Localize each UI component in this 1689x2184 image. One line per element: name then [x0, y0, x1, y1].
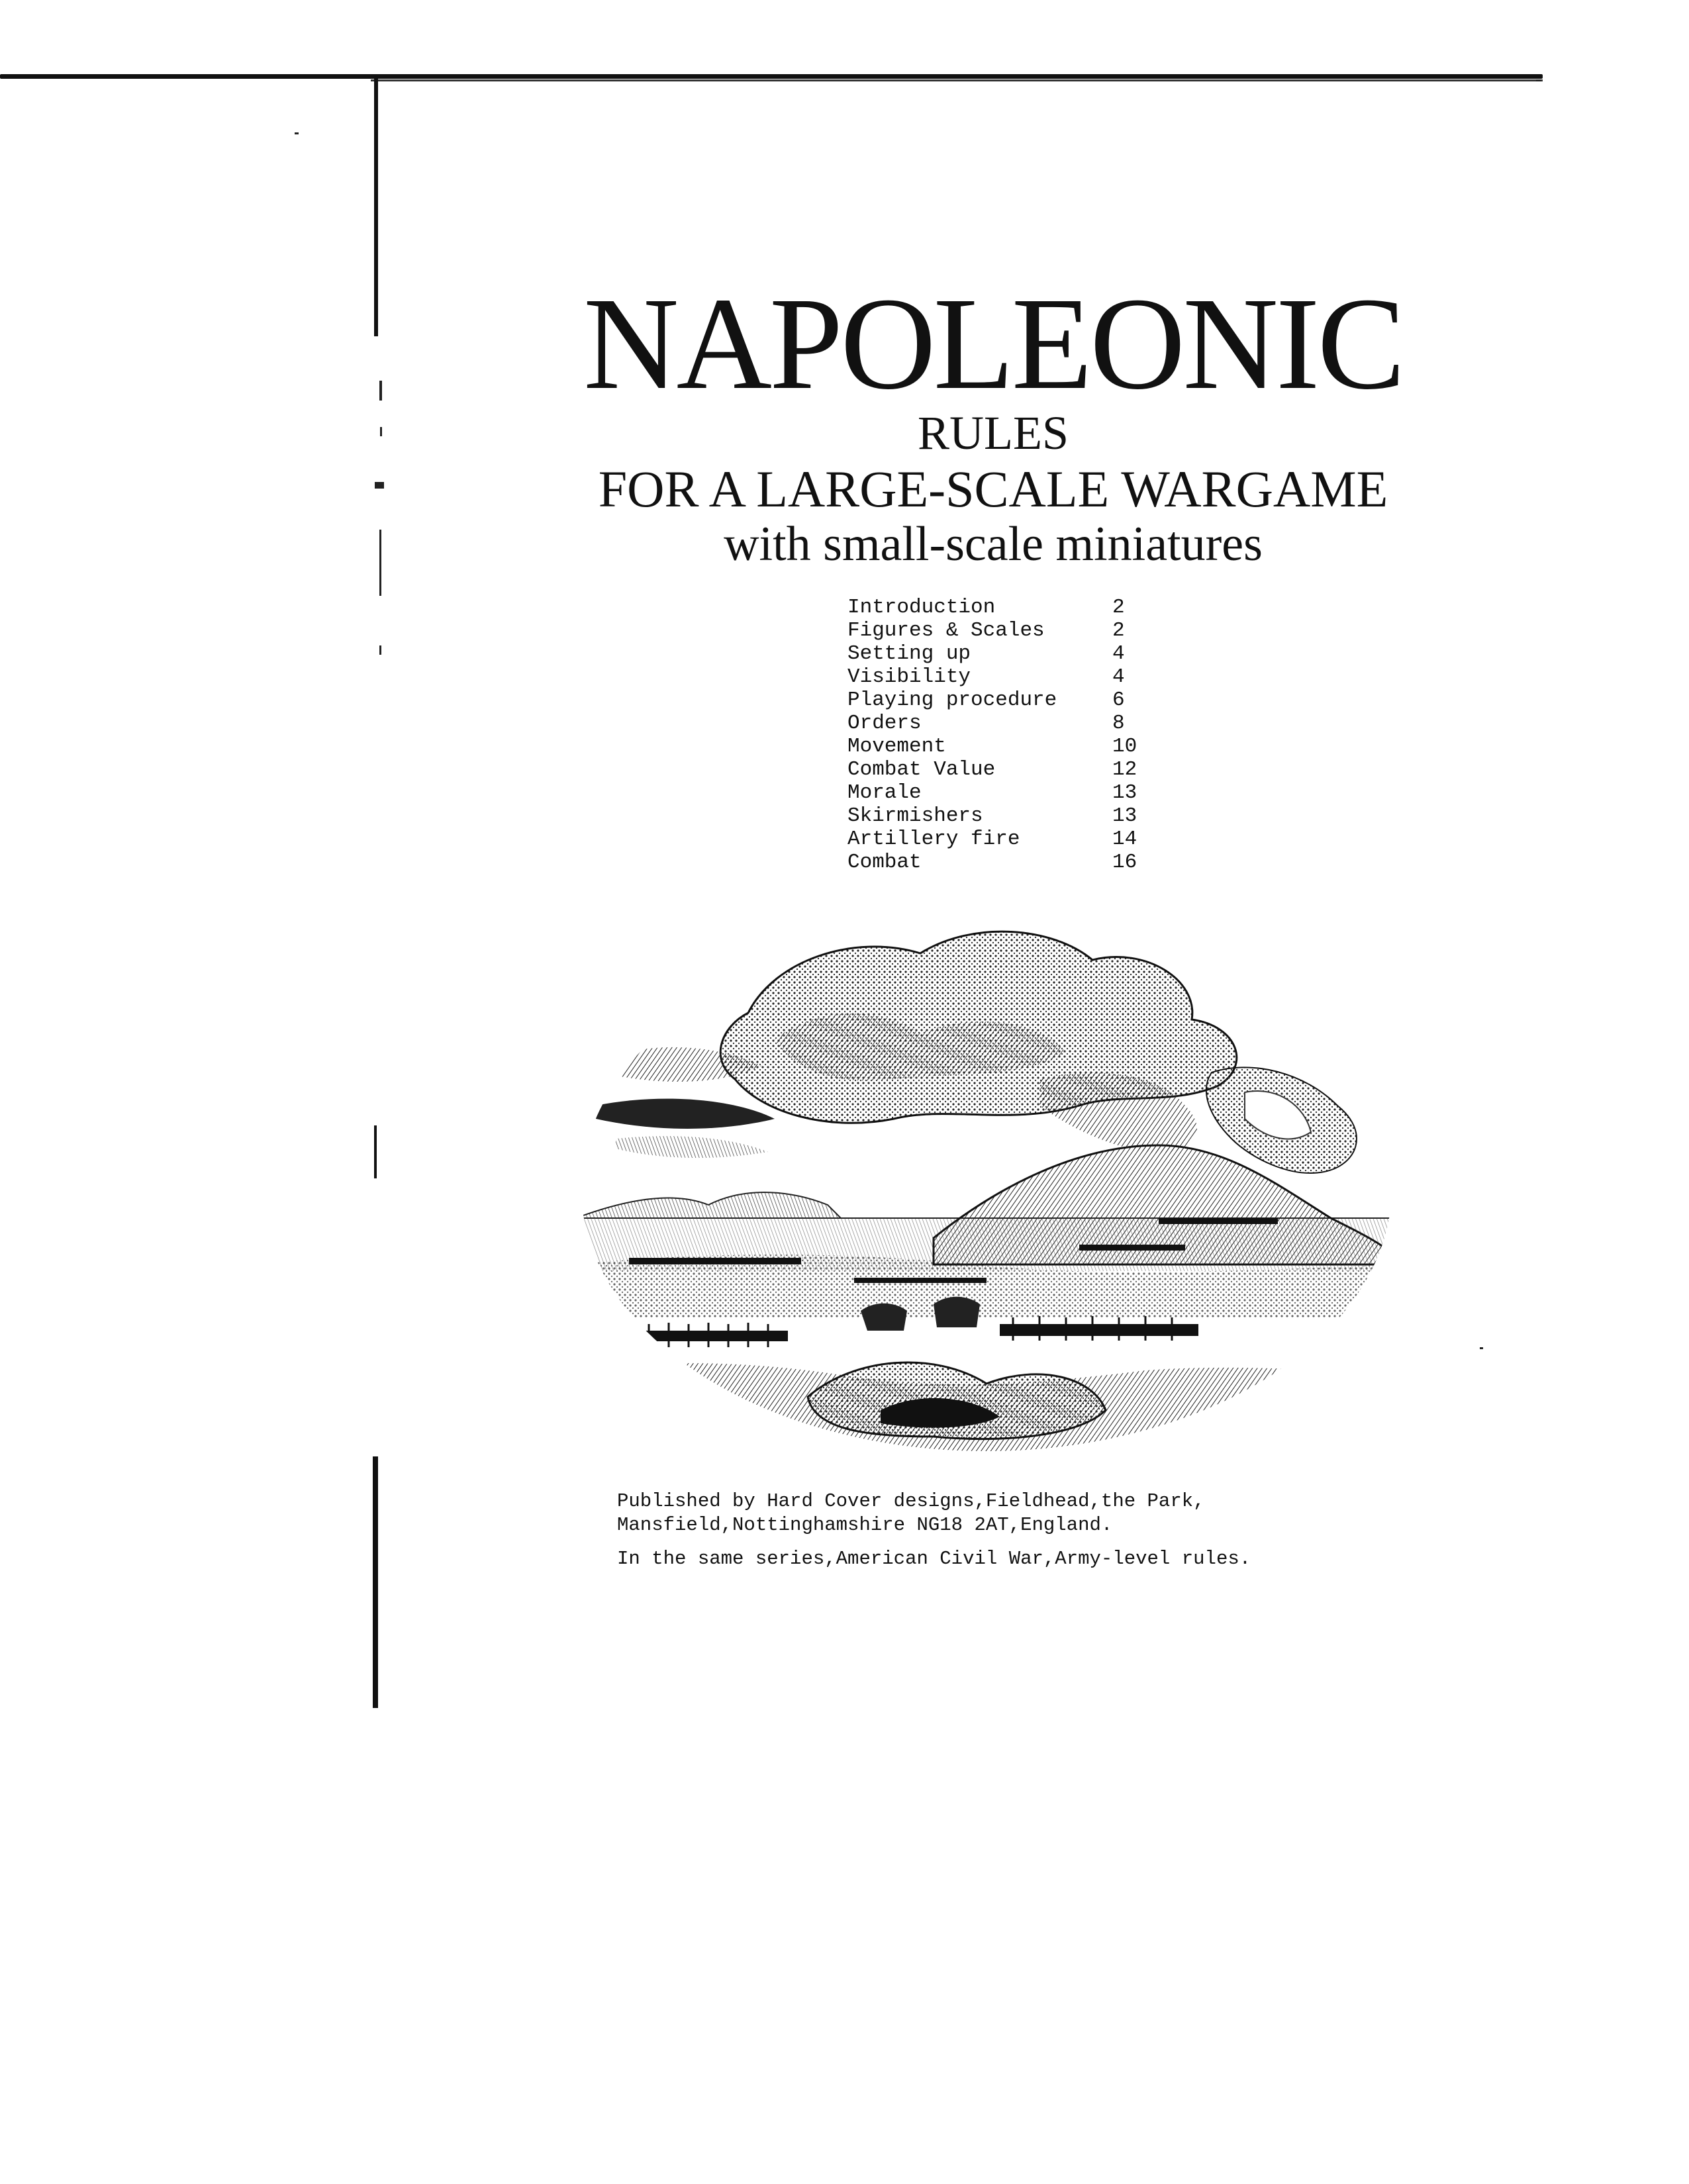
toc-entry-page: 4 [1112, 665, 1125, 688]
scan-speck [1480, 1347, 1483, 1349]
publisher-line2: Mansfield,Nottinghamshire NG18 2AT,England. [617, 1514, 1113, 1536]
scan-speck [380, 427, 382, 436]
toc-row [847, 596, 1218, 619]
scan-left-edge [373, 1456, 378, 1708]
toc-row [847, 688, 1218, 712]
scan-left-edge [374, 78, 378, 336]
toc-row [847, 642, 1218, 665]
toc-entry-label: Combat Value [847, 758, 996, 781]
document-subtitle-line2: FOR A LARGE-SCALE WARGAME [598, 460, 1388, 518]
document-title: NAPOLEONIC [583, 271, 1403, 417]
toc-entry-page: 14 [1112, 828, 1137, 851]
toc-entry-page: 8 [1112, 712, 1125, 735]
battle-engraving-illustration [576, 907, 1397, 1470]
toc-row [847, 665, 1218, 688]
toc-entry-page: 13 [1112, 804, 1137, 828]
scan-left-edge [374, 1125, 377, 1178]
toc-row [847, 804, 1218, 828]
publisher-line1: Published by Hard Cover designs,Fieldhead,the Park, [617, 1490, 1205, 1512]
toc-entry-label: Movement [847, 735, 946, 758]
document-subtitle: RULES [917, 406, 1069, 459]
toc-entry-label: Figures & Scales [847, 619, 1045, 642]
toc-entry-page: 13 [1112, 781, 1137, 804]
toc-entry-label: Setting up [847, 642, 971, 665]
toc-entry-page: 2 [1112, 619, 1125, 642]
scan-speck [1536, 79, 1541, 81]
table-of-contents [847, 596, 1218, 874]
scan-top-rule-thin [371, 79, 1543, 81]
scan-speck [379, 381, 382, 401]
document-subtitle-line3: with small-scale miniatures [724, 517, 1263, 571]
toc-row [847, 712, 1218, 735]
toc-entry-page: 16 [1112, 851, 1137, 874]
toc-entry-page: 10 [1112, 735, 1137, 758]
toc-row [847, 851, 1218, 874]
toc-entry-label: Morale [847, 781, 922, 804]
scan-speck [379, 530, 381, 596]
toc-row [847, 758, 1218, 781]
scan-speck [295, 132, 299, 134]
toc-entry-label: Playing procedure [847, 688, 1057, 712]
toc-entry-page: 6 [1112, 688, 1125, 712]
scan-top-rule [0, 74, 1543, 79]
toc-row [847, 735, 1218, 758]
toc-row [847, 828, 1218, 851]
toc-entry-label: Combat [847, 851, 922, 874]
publisher-info [617, 1490, 1412, 1537]
toc-entry-page: 4 [1112, 642, 1125, 665]
toc-entry-label: Artillery fire [847, 828, 1020, 851]
toc-entry-label: Introduction [847, 596, 996, 619]
toc-row [847, 781, 1218, 804]
toc-row [847, 619, 1218, 642]
toc-entry-label: Orders [847, 712, 922, 735]
toc-entry-label: Visibility [847, 665, 971, 688]
toc-entry-page: 2 [1112, 596, 1125, 619]
toc-entry-label: Skirmishers [847, 804, 983, 828]
toc-entry-page: 12 [1112, 758, 1137, 781]
series-note: In the same series,American Civil War,Army-level rules. [617, 1548, 1251, 1570]
scan-speck [375, 482, 384, 489]
scan-speck [379, 645, 381, 655]
